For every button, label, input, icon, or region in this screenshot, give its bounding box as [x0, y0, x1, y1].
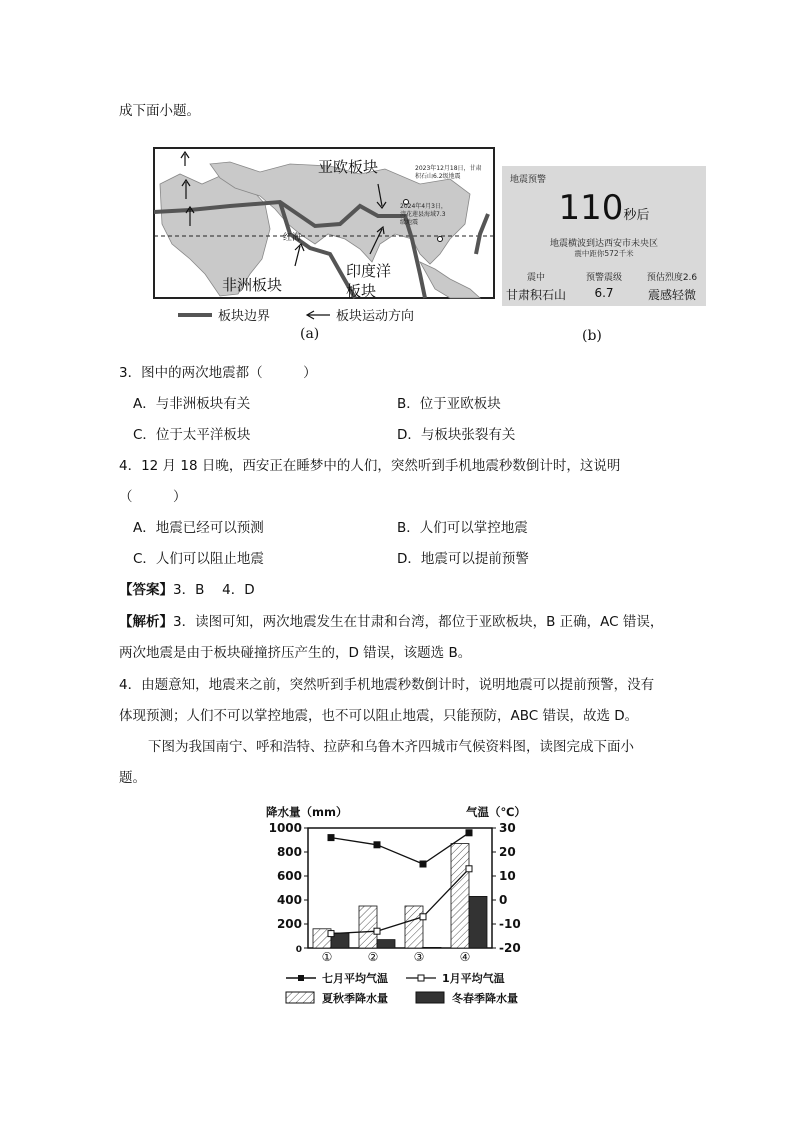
x-tick-label: ④ [459, 950, 471, 964]
point-july-temp [466, 830, 472, 836]
x-tick-label: ② [367, 950, 379, 964]
q3-option-b: B．位于亚欧板块 [397, 396, 501, 412]
q4-option-b: B．人们可以掌控地震 [397, 520, 528, 536]
q3-stem: 3．图中的两次地震都（ ） [119, 365, 317, 381]
y-tick-label: 0 [295, 945, 302, 955]
y2-tick-label: -10 [499, 917, 521, 931]
note-gansu-line2: 积石山6.2级地震 [415, 173, 461, 180]
analysis-tag: 【解析】 [119, 614, 173, 630]
label-red-sea: 红海 [283, 233, 302, 243]
epicenter-label: 震中 [526, 273, 545, 283]
q4-option-a: A．地震已经可以预测 [133, 520, 264, 536]
countdown-number: 110 [558, 188, 624, 228]
note-taiwan-line3: 级地震 [400, 219, 419, 226]
answer-tag: 【答案】 [119, 582, 173, 598]
y-tick-label: 400 [276, 893, 302, 907]
note-taiwan-line2: 湾花莲县海域7.3 [400, 211, 446, 218]
bar-summer-rain [359, 906, 377, 948]
point-july-temp [420, 861, 426, 867]
y-tick-label: 800 [276, 845, 302, 859]
legend-winter-rain: 冬春季降水量 [452, 992, 518, 1005]
analysis-p2-line2: 体现预测；人们不可以掌控地震，也不可以阻止地震，只能预防，ABC 错误，故选 D。 [119, 708, 639, 724]
point-jan-temp [328, 931, 334, 937]
x-tick-label: ③ [413, 950, 425, 964]
bar-summer-rain [405, 906, 423, 948]
label-indian-plate-2: 板块 [346, 282, 377, 300]
label-africa-plate: 非洲板块 [222, 276, 283, 294]
q3-option-a: A．与非洲板块有关 [133, 396, 251, 412]
legend-july-temp: 七月平均气温 [322, 972, 388, 985]
q4-option-c: C．人们可以阻止地震 [133, 551, 264, 567]
y-tick-label: 1000 [268, 821, 302, 835]
answer-line [119, 580, 255, 600]
analysis-p1-line1 [119, 612, 663, 632]
epicenter-value: 甘肃积石山 [505, 288, 566, 302]
q3-option-c: C．位于太平洋板块 [133, 427, 251, 443]
q3-option-d: D．与板块张裂有关 [397, 427, 516, 443]
note-taiwan-line1: 2024年4月3日， [400, 203, 447, 210]
intensity-label: 预估烈度2.6 [646, 273, 698, 283]
magnitude-label: 预警震级 [585, 273, 622, 283]
y2-tick-label: 30 [499, 821, 516, 835]
caption-a: (a) [300, 326, 320, 342]
countdown-unit: 秒后 [623, 208, 650, 223]
point-july-temp [328, 835, 334, 841]
line-jan-temp [331, 869, 469, 934]
bar-summer-rain [451, 844, 469, 948]
alert-line2: 震中距你572千米 [574, 249, 634, 258]
bar-winter-rain [377, 940, 395, 948]
legend-summer-rain: 夏秋季降水量 [322, 992, 388, 1005]
climate-chart [258, 800, 558, 1015]
caption-b: (b) [582, 328, 602, 344]
legend-jan-temp: 1月平均气温 [442, 972, 505, 985]
analysis-p1a: 3．读图可知，两次地震发生在甘肃和台湾，都位于亚欧板块，B 正确，AC 错误， [173, 614, 664, 630]
line-july-temp [331, 833, 469, 864]
bar-winter-rain [423, 947, 441, 948]
intro2-line1: 下图为我国南宁、呼和浩特、拉萨和乌鲁木齐四城市气候资料图，读图完成下面小 [148, 739, 634, 755]
point-jan-temp [466, 866, 472, 872]
analysis-p1-line2: 两次地震是由于板块碰撞挤压产生的，D 错误，该题选 B。 [119, 645, 472, 661]
y2-tick-label: 0 [499, 893, 508, 907]
label-indian-plate-1: 印度洋 [346, 262, 392, 280]
y2-tick-label: 10 [499, 869, 516, 883]
y-tick-label: 600 [276, 869, 302, 883]
note-gansu-line1: 2023年12月18日，甘肃 [415, 165, 482, 172]
bar-winter-rain [469, 896, 487, 948]
analysis-p2-line1: 4．由题意知，地震来之前，突然听到手机地震秒数倒计时，说明地震可以提前预警，没有 [119, 677, 655, 693]
legend-boundary-label: 板块边界 [218, 309, 271, 324]
intro-tail: 成下面小题。 [119, 103, 200, 119]
chart-legend [286, 971, 518, 1005]
q4-stem-paren: （ ） [119, 489, 187, 505]
alert-line1: 地震横波到达西安市未央区 [549, 239, 658, 249]
y2-tick-label: 20 [499, 845, 516, 859]
point-jan-temp [374, 928, 380, 934]
taiwan-epicenter-marker [438, 237, 443, 242]
label-eurasia-plate: 亚欧板块 [318, 158, 379, 176]
x-tick-label: ① [321, 950, 333, 964]
answer-text: 3．B 4．D [173, 582, 255, 598]
q4-stem: 4．12 月 18 日晚，西安正在睡梦中的人们，突然听到手机地震秒数倒计时，这说明 [119, 458, 621, 474]
point-jan-temp [420, 914, 426, 920]
legend-motion-label: 板块运动方向 [336, 309, 415, 324]
y2-tick-label: -20 [499, 941, 521, 955]
intro2-line2: 题。 [119, 770, 146, 786]
y-axis-title: 降水量（mm） [266, 805, 348, 819]
y2-axis-title: 气温（℃） [466, 805, 526, 819]
intensity-value: 震感轻微 [647, 288, 696, 302]
y-tick-label: 200 [276, 917, 302, 931]
point-july-temp [374, 842, 380, 848]
alert-title: 地震预警 [510, 175, 547, 185]
q4-option-d: D．地震可以提前预警 [397, 551, 529, 567]
magnitude-value: 6.7 [594, 286, 614, 300]
earthquake-alert-card [502, 166, 706, 306]
